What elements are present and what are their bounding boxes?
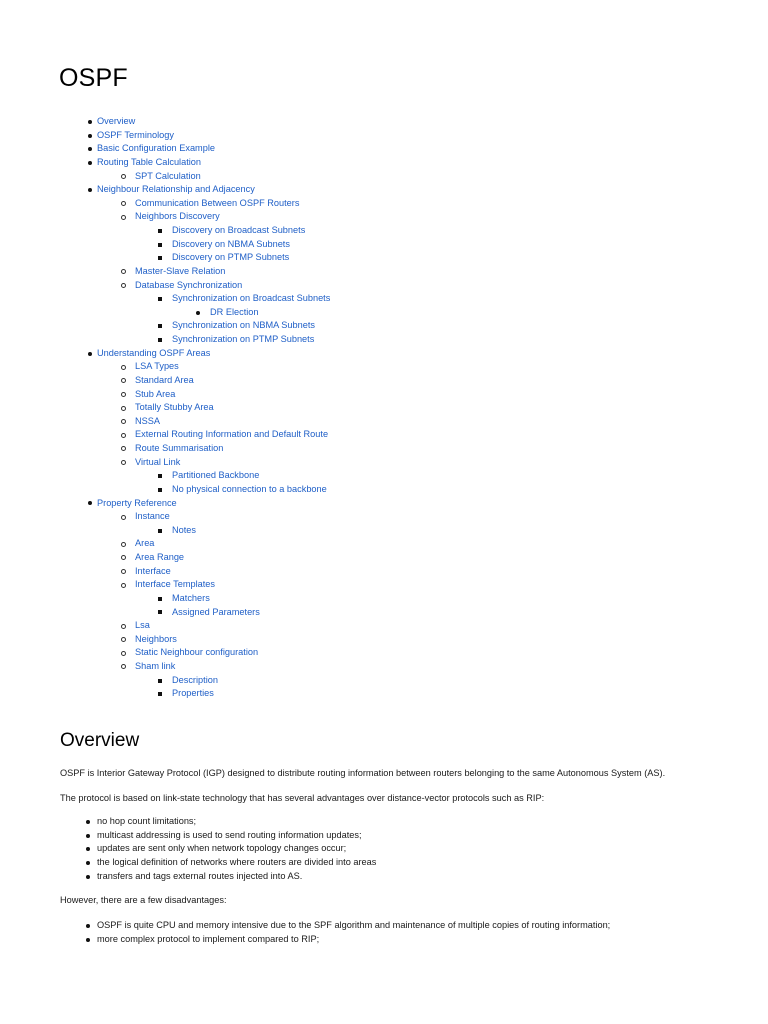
circle-bullet-icon (119, 265, 127, 279)
list-item-text: more complex protocol to implement compared to RIP; (97, 933, 320, 944)
toc-link[interactable]: Interface (135, 565, 171, 576)
toc-link[interactable]: Assigned Parameters (172, 606, 260, 617)
toc-link[interactable]: Interface Templates (135, 579, 216, 590)
toc-item (0, 360, 768, 374)
bullet-icon (86, 834, 90, 838)
circle-bullet-icon (119, 415, 127, 429)
toc-item (0, 251, 768, 265)
list-item (0, 870, 768, 884)
overview-intro-paragraph: OSPF is Interior Gateway Protocol (IGP) designed to distribute routing information between routers belonging to the same Autonomous System (AS). (60, 768, 666, 778)
toc-item (0, 401, 768, 415)
toc-item (0, 156, 768, 170)
toc-item (0, 319, 768, 333)
square-bullet-icon (156, 292, 164, 306)
toc-item (0, 442, 768, 456)
toc-item (0, 238, 768, 252)
disc-bullet-icon (86, 347, 94, 361)
toc-item (0, 646, 768, 660)
circle-bullet-icon (119, 388, 127, 402)
page-title: OSPF (59, 64, 128, 92)
toc-link[interactable]: Discovery on NBMA Subnets (172, 238, 290, 249)
square-bullet-icon (156, 251, 164, 265)
circle-bullet-icon (119, 456, 127, 470)
toc-item (0, 170, 768, 184)
toc-link[interactable]: Partitioned Backbone (172, 470, 260, 481)
list-item-text: no hop count limitations; (97, 816, 197, 826)
circle-bullet-icon (119, 170, 127, 184)
bullet-icon (86, 847, 90, 851)
circle-bullet-icon (119, 537, 127, 551)
toc-item (0, 347, 768, 361)
toc-item (0, 129, 768, 143)
toc-link[interactable]: Lsa (135, 620, 150, 631)
toc-link[interactable]: SPT Calculation (135, 170, 201, 181)
list-item-text: multicast addressing is used to send routing information updates; (97, 829, 362, 840)
toc-link[interactable]: Synchronization on NBMA Subnets (172, 320, 315, 331)
toc-item (0, 469, 768, 483)
toc-link[interactable]: Properties (172, 688, 214, 699)
toc-link[interactable]: Neighbour Relationship and Adjacency (97, 184, 255, 195)
toc-link[interactable]: Neighbors Discovery (135, 211, 220, 222)
square-bullet-icon (156, 592, 164, 606)
toc-item (0, 142, 768, 156)
toc-item (0, 306, 768, 320)
disc-bullet-icon (86, 142, 94, 156)
bullet-icon (86, 820, 90, 824)
list-item-text: updates are sent only when network topology changes occur; (97, 843, 347, 854)
toc-item (0, 578, 768, 592)
square-bullet-icon (156, 333, 164, 347)
toc-item (0, 388, 768, 402)
circle-bullet-icon (119, 510, 127, 524)
toc-link[interactable]: Virtual Link (135, 456, 181, 467)
toc-item (0, 224, 768, 238)
toc-link[interactable]: Static Neighbour configuration (135, 647, 259, 658)
list-item (0, 815, 768, 829)
square-bullet-icon (156, 238, 164, 252)
circle-bullet-icon (119, 633, 127, 647)
disc-bullet-icon (86, 497, 94, 511)
toc-item (0, 619, 768, 633)
toc-item (0, 265, 768, 279)
square-bullet-icon (156, 674, 164, 688)
toc-link[interactable]: Area Range (135, 552, 185, 562)
square-bullet-icon (156, 606, 164, 620)
toc-link[interactable]: Property Reference (97, 497, 177, 508)
toc-link[interactable]: Communication Between OSPF Routers (135, 197, 300, 208)
bullet-icon (86, 938, 90, 942)
toc-link[interactable]: NSSA (135, 415, 161, 426)
toc-link[interactable]: Routing Table Calculation (97, 156, 202, 167)
toc-item (0, 674, 768, 688)
circle-bullet-icon (119, 360, 127, 374)
disc-bullet-icon (86, 183, 94, 197)
list-item (0, 933, 768, 947)
toc-link[interactable]: Discovery on Broadcast Subnets (172, 225, 306, 235)
square-bullet-icon (156, 319, 164, 333)
toc-item (0, 565, 768, 579)
circle-bullet-icon (119, 197, 127, 211)
toc-item (0, 660, 768, 674)
toc-item (0, 456, 768, 470)
circle-bullet-icon (119, 374, 127, 388)
square-bullet-icon (156, 687, 164, 701)
toc-link[interactable]: Route Summarisation (135, 443, 224, 453)
toc-link[interactable]: Instance (135, 511, 170, 522)
bullet-icon (86, 861, 90, 865)
toc-item (0, 292, 768, 306)
square-bullet-icon (156, 224, 164, 238)
circle-bullet-icon (119, 279, 127, 293)
advantages-intro-paragraph: The protocol is based on link-state technology that has several advantages over distance-vector protocols such as RIP: (60, 793, 545, 803)
circle-bullet-icon (119, 401, 127, 415)
toc-link[interactable]: OSPF Terminology (97, 129, 174, 140)
toc-link[interactable]: Basic Configuration Example (97, 143, 215, 154)
square-bullet-icon (156, 524, 164, 538)
toc-item (0, 415, 768, 429)
toc-link[interactable]: Database Synchronization (135, 279, 243, 290)
square-bullet-icon (156, 469, 164, 483)
toc-item (0, 510, 768, 524)
toc-item (0, 183, 768, 197)
toc-link[interactable]: Notes (172, 524, 197, 535)
circle-bullet-icon (119, 646, 127, 660)
toc-item (0, 687, 768, 701)
toc-item (0, 428, 768, 442)
table-of-contents (0, 115, 768, 701)
toc-link[interactable]: DR Election (210, 306, 259, 317)
toc-item (0, 483, 768, 497)
list-item (0, 856, 768, 870)
list-item (0, 842, 768, 856)
toc-item (0, 551, 768, 565)
toc-link[interactable]: Area (135, 538, 155, 549)
circle-bullet-icon (119, 442, 127, 456)
disadvantages-list (0, 919, 768, 946)
square-bullet-icon (156, 483, 164, 497)
circle-bullet-icon (119, 551, 127, 565)
toc-link[interactable]: Description (172, 674, 218, 685)
circle-bullet-icon (119, 210, 127, 224)
advantages-list (0, 815, 768, 883)
list-item-text: transfers and tags external routes injected into AS. (97, 870, 303, 881)
toc-item (0, 197, 768, 211)
toc-link[interactable]: Synchronization on Broadcast Subnets (172, 293, 331, 304)
disc-bullet-icon (194, 306, 202, 320)
toc-link[interactable]: External Routing Information and Default Route (135, 429, 329, 440)
toc-link[interactable]: Understanding OSPF Areas (97, 347, 211, 358)
circle-bullet-icon (119, 660, 127, 674)
toc-item (0, 374, 768, 388)
toc-link[interactable]: Discovery on PTMP Subnets (172, 252, 290, 263)
circle-bullet-icon (119, 578, 127, 592)
circle-bullet-icon (119, 565, 127, 579)
disc-bullet-icon (86, 115, 94, 129)
toc-link[interactable]: Totally Stubby Area (135, 402, 214, 413)
toc-item (0, 592, 768, 606)
toc-link[interactable]: LSA Types (135, 361, 179, 372)
toc-link[interactable]: Standard Area (135, 374, 194, 385)
list-item-text: the logical definition of networks where routers are divided into areas (97, 857, 377, 868)
toc-link[interactable]: Overview (97, 116, 136, 126)
toc-item (0, 524, 768, 538)
toc-item (0, 333, 768, 347)
list-item-text: OSPF is quite CPU and memory intensive due to the SPF algorithm and maintenance of multiple copies of routing information; (97, 920, 611, 930)
toc-link[interactable]: Sham link (135, 661, 176, 671)
toc-link[interactable]: Matchers (172, 592, 210, 603)
disc-bullet-icon (86, 156, 94, 170)
circle-bullet-icon (119, 619, 127, 633)
bullet-icon (86, 924, 90, 928)
circle-bullet-icon (119, 428, 127, 442)
toc-link[interactable]: Master-Slave Relation (135, 265, 226, 276)
toc-item (0, 279, 768, 293)
toc-link[interactable]: No physical connection to a backbone (172, 483, 327, 494)
list-item (0, 829, 768, 843)
bullet-icon (86, 875, 90, 879)
toc-link[interactable]: Stub Area (135, 388, 176, 399)
toc-link[interactable]: Synchronization on PTMP Subnets (172, 334, 315, 344)
list-item (0, 919, 768, 933)
disadvantages-intro-paragraph: However, there are a few disadvantages: (60, 895, 227, 905)
toc-item (0, 115, 768, 129)
toc-item (0, 210, 768, 224)
toc-item (0, 606, 768, 620)
toc-item (0, 537, 768, 551)
disc-bullet-icon (86, 129, 94, 143)
toc-link[interactable]: Neighbors (135, 633, 177, 644)
toc-item (0, 633, 768, 647)
section-heading-overview: Overview (60, 730, 140, 751)
toc-item (0, 497, 768, 511)
